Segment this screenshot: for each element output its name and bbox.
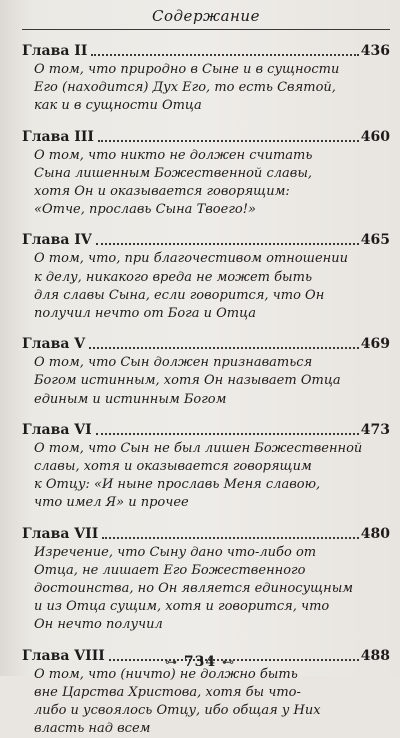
description-line: и из Отца сущим, хотя и говорится, что (34, 599, 330, 615)
page-ref: 480 (360, 525, 390, 542)
chapter-description (22, 544, 390, 635)
description-line: либо и усвоялось Отцу, ибо общая у Них (34, 703, 321, 719)
toc-entry (22, 231, 390, 323)
chapter-label: Глава VII (22, 525, 99, 542)
toc-entry (22, 42, 390, 116)
chapter-description (22, 440, 390, 513)
chapter-description (22, 147, 390, 220)
dot-leader (89, 346, 359, 349)
chapter-label: Глава III (22, 128, 94, 145)
chapter-label: Глава VIII (22, 647, 105, 664)
dot-leader (96, 242, 359, 245)
description-line: О том, что, при благочестивом отношении (34, 251, 348, 267)
page-ref: 460 (360, 128, 390, 145)
page-ref: 436 (360, 43, 390, 59)
page-footer (0, 654, 400, 670)
page-ref: 488 (360, 647, 390, 664)
chapter-description (22, 250, 390, 323)
toc-entry-heading (22, 525, 390, 543)
description-line: О том, что никто не должен считать (34, 147, 313, 163)
chapter-label: Глава II (22, 43, 88, 59)
description-line: Он нечто получил (34, 617, 163, 633)
page-number: 734 (183, 654, 217, 670)
description-line: О том, что (ничто) не должно быть (34, 666, 298, 682)
chapter-label: Глава VI (22, 421, 92, 438)
chapter-description (22, 354, 390, 409)
chapter-label: Глава V (22, 336, 86, 353)
description-line: «Отче, прославь Сына Твоего!» (34, 202, 256, 218)
description-line: Отца, не лишает Его Божественного (34, 562, 306, 578)
toc-entry (22, 525, 390, 635)
description-line: Сына лишенным Божественной славы, (34, 165, 313, 181)
running-head: Содержание (22, 0, 390, 30)
description-line: Его (находится) Дух Его, то есть Святой, (34, 80, 336, 96)
ornament-left-icon: ⊶ (165, 655, 178, 669)
page-ref: 473 (360, 421, 390, 438)
description-line: получил нечто от Бога и Отца (34, 306, 256, 322)
ornament-right-icon: ⊷ (221, 655, 235, 669)
description-line: как и в сущности Отца (34, 98, 202, 114)
description-line: О том, что природно в Сыне и в сущности (34, 62, 340, 77)
dot-leader (102, 536, 359, 539)
toc-entry-heading (22, 42, 390, 60)
dot-leader (91, 53, 358, 56)
toc-entry (22, 128, 390, 220)
description-line: О том, что Сын не был лишен Божественной (34, 440, 363, 456)
toc-entry (22, 421, 390, 513)
description-line: для славы Сына, если говорится, что Он (34, 287, 325, 303)
toc-entry-heading (22, 231, 390, 249)
page-ref: 469 (360, 336, 390, 353)
description-line: хотя Он и оказывается говорящим: (34, 184, 290, 200)
description-line: Богом истинным, хотя Он называет Отца (34, 373, 341, 389)
description-line: что имел Я» и прочее (34, 495, 189, 511)
description-line: Изречение, что Сыну дано что-либо от (34, 544, 317, 560)
page-ref: 465 (360, 232, 390, 249)
toc-entry-heading (22, 335, 390, 353)
toc-entry-heading (22, 421, 390, 439)
description-line: О том, что Сын должен признаваться (34, 355, 313, 371)
description-line: власть над всем (34, 721, 151, 737)
chapter-description (22, 61, 390, 116)
description-line: единым и истинным Богом (34, 391, 227, 407)
chapter-description (22, 666, 390, 738)
toc-list (22, 42, 390, 738)
dot-leader (96, 432, 359, 435)
description-line: достоинства, но Он является единосущным (34, 581, 354, 597)
description-line: к Отцу: «И ныне прославь Меня славою, (34, 477, 321, 493)
description-line: вне Царства Христова, хотя бы что- (34, 684, 301, 700)
toc-entry (22, 335, 390, 409)
description-line: славы, хотя и оказывается говорящим (34, 459, 312, 475)
toc-entry-heading (22, 128, 390, 146)
chapter-label: Глава IV (22, 232, 92, 249)
dot-leader (98, 139, 359, 142)
description-line: к делу, никакого вреда не может быть (34, 269, 313, 285)
